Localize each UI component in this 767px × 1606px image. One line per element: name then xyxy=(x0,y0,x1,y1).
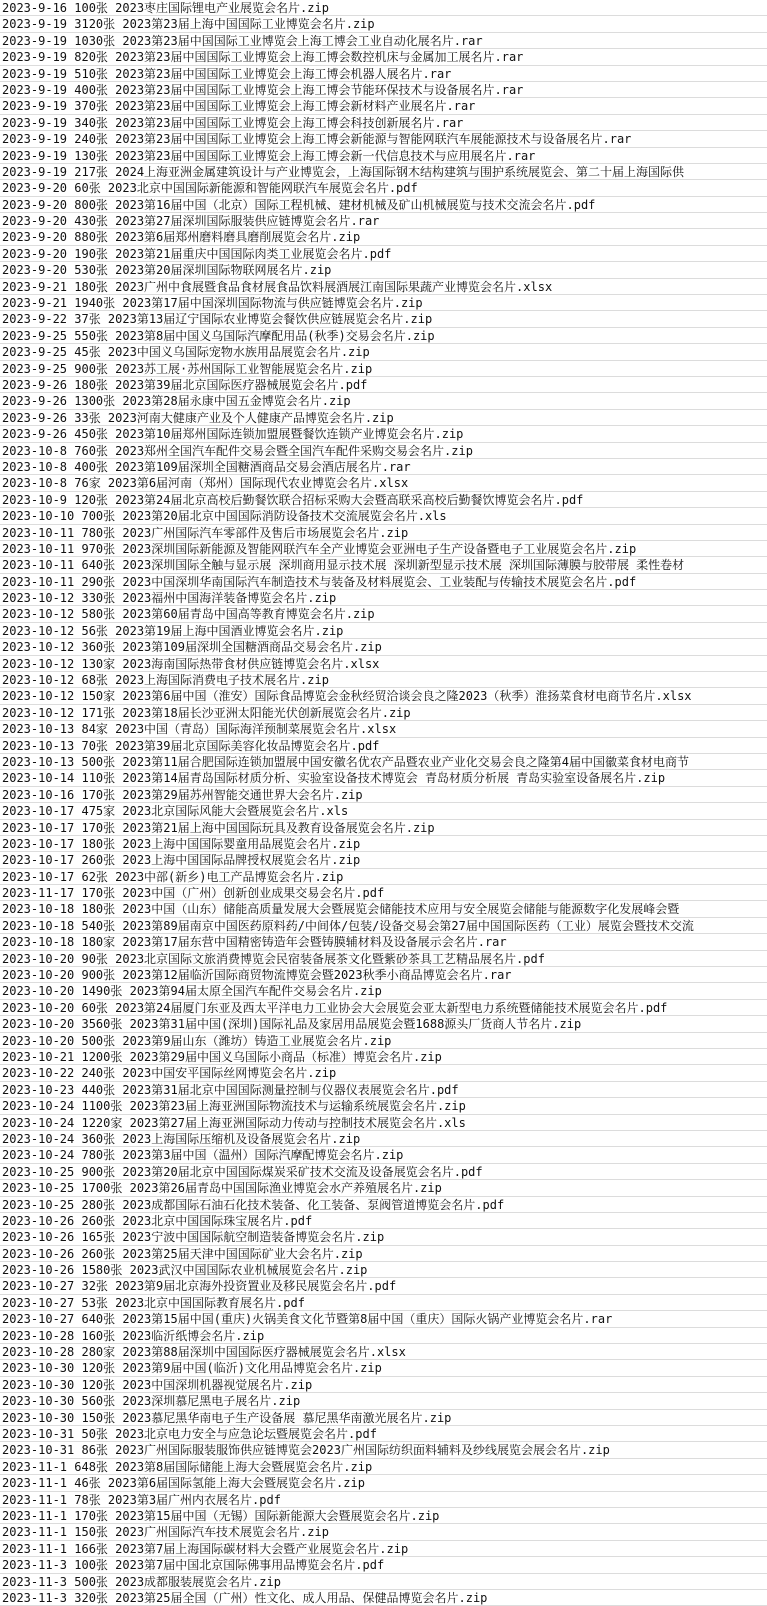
table-row[interactable] xyxy=(0,1524,767,1540)
table-row[interactable] xyxy=(0,1557,767,1573)
table-row[interactable] xyxy=(0,1377,767,1393)
table-row[interactable] xyxy=(0,492,767,508)
table-row[interactable] xyxy=(0,328,767,344)
table-row[interactable] xyxy=(0,1459,767,1475)
cell-text: 2023-9-19 3120张 2023第23届上海中国国际工业博览会名片.zip xyxy=(2,17,375,32)
table-row[interactable] xyxy=(0,1541,767,1557)
cell-text: 2023-10-12 68张 2023上海国际消费电子技术展名片.zip xyxy=(2,673,329,688)
table-row[interactable] xyxy=(0,541,767,557)
cell-text: 2023-10-12 56张 2023第19届上海中国酒业博览会名片.zip xyxy=(2,623,344,638)
table-row[interactable] xyxy=(0,361,767,377)
cell-text: 2023-10-17 62张 2023中部(新乡)电工产品博览会名片.zip xyxy=(2,869,344,884)
cell-text: 2023-10-31 50张 2023北京电力安全与应急论坛暨展览会名片.pdf xyxy=(2,1426,377,1441)
table-row[interactable] xyxy=(0,508,767,524)
table-row[interactable] xyxy=(0,295,767,311)
cell-text: 2023-10-14 110张 2023第14届青岛国际材质分析、实验室设备技术博览会 青岛材质分析展 青岛实验室设备展名片.zip xyxy=(2,771,666,786)
cell-text: 2023-9-25 45张 2023中国义乌国际宠物水族用品展览会名片.zip xyxy=(2,345,370,360)
cell-text: 2023-10-8 76家 2023第6届河南（郑州）国际现代农业博览会名片.xlsx xyxy=(2,476,409,491)
cell-text: 2023-9-19 400张 2023第23届中国国际工业博览会上海工博会节能环保技术与设备展名片.rar xyxy=(2,82,524,97)
table-row[interactable] xyxy=(0,66,767,82)
cell-text: 2023-9-26 1300张 2023第28届永康中国五金博览会名片.zip xyxy=(2,394,351,409)
cell-text: 2023-10-11 970张 2023深圳国际新能源及智能网联汽车全产业博览会亚洲电子生产设备暨电子工业展览会名片.zip xyxy=(2,541,637,556)
cell-text: 2023-10-17 260张 2023上海中国国际品牌授权展览会名片.zip xyxy=(2,853,361,868)
cell-text: 2023-9-20 190张 2023第21届重庆中国国际肉类工业展览会名片.pdf xyxy=(2,246,392,261)
table-row[interactable] xyxy=(0,983,767,999)
cell-text: 2023-10-24 1220家 2023第27届上海亚洲国际动力传动与控制技术展览会名片.xls xyxy=(2,1115,466,1130)
cell-text: 2023-9-19 510张 2023第23届中国国际工业博览会上海工博会机器人展名片.rar xyxy=(2,66,452,81)
table-row[interactable] xyxy=(0,1033,767,1049)
table-row[interactable] xyxy=(0,639,767,655)
table-row[interactable] xyxy=(0,1360,767,1376)
table-row[interactable] xyxy=(0,1426,767,1442)
cell-text: 2023-11-3 100张 2023第7届中国北京国际佛事用品博览会名片.pdf xyxy=(2,1558,385,1573)
cell-text: 2023-10-8 760张 2023郑州全国汽车配件交易会暨全国汽车配件采购交易会名片.zip xyxy=(2,443,473,458)
table-row[interactable] xyxy=(0,820,767,836)
table-row[interactable] xyxy=(0,672,767,688)
cell-text: 2023-9-26 180张 2023第39届北京国际医疗器械展览会名片.pdf xyxy=(2,377,368,392)
cell-text: 2023-10-28 280家 2023第88届深圳中国国际医疗器械展览会名片.xlsx xyxy=(2,1345,406,1360)
cell-text: 2023-10-23 440张 2023第31届北京中国国际测量控制与仪器仪表展览会名片.pdf xyxy=(2,1082,459,1097)
cell-text: 2023-10-30 150张 2023慕尼黑华南电子生产设备展 慕尼黑华南激光展名片.zip xyxy=(2,1410,452,1425)
cell-text: 2023-11-1 150张 2023广州国际汽车技术展览会名片.zip xyxy=(2,1525,329,1540)
cell-text: 2023-11-1 166张 2023第7届上海国际碳材料大会暨产业展览会名片.zip xyxy=(2,1541,409,1556)
cell-text: 2023-9-16 100张 2023枣庄国际锂电产业展览会名片.zip xyxy=(2,1,329,15)
table-row[interactable] xyxy=(0,164,767,180)
table-row[interactable] xyxy=(0,1115,767,1131)
cell-text: 2023-10-11 780张 2023广州国际汽车零部件及售后市场展览会名片.zip xyxy=(2,525,409,540)
table-row[interactable] xyxy=(0,754,767,770)
table-row[interactable] xyxy=(0,148,767,164)
table-row[interactable] xyxy=(0,1328,767,1344)
table-row[interactable] xyxy=(0,1246,767,1262)
table-row[interactable] xyxy=(0,49,767,65)
table-row[interactable] xyxy=(0,1262,767,1278)
cell-text: 2023-10-17 475家 2023北京国际风能大会暨展览会名片.xls xyxy=(2,804,349,819)
cell-text: 2023-10-8 400张 2023第109届深圳全国糖酒商品交易会酒店展名片.rar xyxy=(2,459,411,474)
cell-text: 2023-10-16 170张 2023第29届苏州智能交通世界大会名片.zip xyxy=(2,787,363,802)
cell-text: 2023-10-12 171张 2023第18届长沙亚洲太阳能光伏创新展览会名片.zip xyxy=(2,705,411,720)
table-row[interactable] xyxy=(0,1213,767,1229)
cell-text: 2023-9-19 240张 2023第23届中国国际工业博览会上海工博会新能源与智能网联汽车展能源技术与设备展名片.rar xyxy=(2,132,632,147)
table-row[interactable] xyxy=(0,656,767,672)
cell-text: 2023-10-26 165张 2023宁波中国国际航空制造装备博览会名片.zip xyxy=(2,1230,385,1245)
cell-text: 2023-10-26 260张 2023北京中国国际珠宝展名片.pdf xyxy=(2,1213,313,1228)
cell-text: 2023-11-1 78张 2023第3届广州内衣展名片.pdf xyxy=(2,1492,281,1507)
cell-text: 2023-10-28 160张 2023临沂纸博会名片.zip xyxy=(2,1328,265,1343)
cell-text: 2023-9-19 340张 2023第23届中国国际工业博览会上海工博会科技创新展名片.rar xyxy=(2,115,464,130)
table-row[interactable] xyxy=(0,1344,767,1360)
cell-text: 2023-10-20 60张 2023第24届厦门东亚及西太平洋电力工业协会大会展览会亚太新型电力系统暨储能技术展览会名片.pdf xyxy=(2,1000,668,1015)
table-row[interactable] xyxy=(0,459,767,475)
cell-text: 2023-9-21 180张 2023广州中食展暨食品食材展食品饮料展酒展江南国际果蔬产业博览会名片.xlsx xyxy=(2,279,553,294)
table-row[interactable] xyxy=(0,410,767,426)
table-row[interactable] xyxy=(0,115,767,131)
cell-text: 2023-10-20 500张 2023第9届山东（潍坊）铸造工业展览会名片.zip xyxy=(2,1033,392,1048)
table-row[interactable] xyxy=(0,869,767,885)
table-row[interactable] xyxy=(0,623,767,639)
table-row[interactable] xyxy=(0,1131,767,1147)
table-row[interactable] xyxy=(0,852,767,868)
table-row[interactable] xyxy=(0,705,767,721)
cell-text: 2023-9-21 1940张 2023第17届中国深圳国际物流与供应链博览会名片.zip xyxy=(2,296,423,311)
cell-text: 2023-10-30 560张 2023深圳慕尼黑电子展名片.zip xyxy=(2,1394,301,1409)
cell-text: 2023-9-20 880张 2023第6届郑州磨料磨具磨削展览会名片.zip xyxy=(2,230,361,245)
cell-text: 2023-10-13 84家 2023中国（青岛）国际海洋预制菜展览会名片.xlsx xyxy=(2,722,397,737)
table-row[interactable] xyxy=(0,344,767,360)
table-row[interactable] xyxy=(0,1442,767,1458)
table-row[interactable] xyxy=(0,246,767,262)
table-row[interactable] xyxy=(0,180,767,196)
cell-text: 2023-11-1 170张 2023第15届中国（无锡）国际新能源大会暨展览会名片.zip xyxy=(2,1508,440,1523)
table-row[interactable] xyxy=(0,967,767,983)
cell-text: 2023-10-26 1580张 2023武汉中国国际农业机械展览会名片.zip xyxy=(2,1263,368,1278)
cell-text: 2023-10-27 53张 2023北京中国国际教育展名片.pdf xyxy=(2,1295,305,1310)
table-row[interactable] xyxy=(0,475,767,491)
cell-text: 2023-10-17 180张 2023上海中国国际婴童用品展览会名片.zip xyxy=(2,836,361,851)
table-row[interactable] xyxy=(0,98,767,114)
cell-text: 2023-10-27 32张 2023第9届北京海外投资置业及移民展览会名片.pdf xyxy=(2,1279,397,1294)
cell-text: 2023-9-19 820张 2023第23届中国国际工业博览会上海工博会数控机床与金属加工展名片.rar xyxy=(2,50,524,65)
table-row[interactable] xyxy=(0,885,767,901)
table-row[interactable] xyxy=(0,1016,767,1032)
table-row[interactable] xyxy=(0,16,767,32)
table-row[interactable] xyxy=(0,836,767,852)
table-row[interactable] xyxy=(0,934,767,950)
table-row[interactable] xyxy=(0,377,767,393)
cell-text: 2023-9-19 130张 2023第23届中国国际工业博览会上海工博会新一代信息技术与应用展名片.rar xyxy=(2,148,536,163)
cell-text: 2023-10-26 260张 2023第25届天津中国国际矿业大会名片.zip xyxy=(2,1246,363,1261)
table-row[interactable] xyxy=(0,951,767,967)
table-row[interactable] xyxy=(0,1508,767,1524)
cell-text: 2023-10-12 150家 2023第6届中国（淮安）国际食品博览会金秋经贸洽谈会良之隆2023（秋季）淮扬菜食材电商节名片.xlsx xyxy=(2,689,692,704)
cell-text: 2023-10-31 86张 2023广州国际服装服饰供应链博览会2023广州国际纺织面料辅料及纱线展览会展会名片.zip xyxy=(2,1443,610,1458)
cell-text: 2023-10-18 180家 2023第17届东营中国精密铸造年会暨铸膜辅材料及设备展示会名片.rar xyxy=(2,935,507,950)
cell-text: 2023-9-20 530张 2023第20届深圳国际物联网展名片.zip xyxy=(2,263,332,278)
table-row[interactable] xyxy=(0,1082,767,1098)
table-row[interactable] xyxy=(0,525,767,541)
table-row[interactable] xyxy=(0,574,767,590)
table-row[interactable] xyxy=(0,229,767,245)
cell-text: 2023-11-17 170张 2023中国（广州）创新创业成果交易会名片.pdf xyxy=(2,886,385,901)
table-row[interactable] xyxy=(0,213,767,229)
table-row[interactable] xyxy=(0,590,767,606)
table-row[interactable] xyxy=(0,787,767,803)
table-row[interactable] xyxy=(0,33,767,49)
table-row[interactable] xyxy=(0,918,767,934)
cell-text: 2023-10-12 360张 2023第109届深圳全国糖酒商品交易会名片.zip xyxy=(2,640,382,655)
cell-text: 2023-11-1 648张 2023第8届国际储能上海大会暨展览会名片.zip xyxy=(2,1459,373,1474)
cell-text: 2023-10-20 3560张 2023第31届中国(深圳)国际礼品及家居用品展览会暨1688源头厂货商人节名片.zip xyxy=(2,1017,582,1032)
cell-text: 2023-9-19 1030张 2023第23届中国国际工业博览会上海工博会工业自动化展名片.rar xyxy=(2,33,483,48)
cell-text: 2023-9-20 60张 2023北京中国国际新能源和智能网联汽车展览会名片.pdf xyxy=(2,181,418,196)
table-row[interactable] xyxy=(0,1393,767,1409)
table-row[interactable] xyxy=(0,197,767,213)
table-row[interactable] xyxy=(0,1197,767,1213)
table-row[interactable] xyxy=(0,1475,767,1491)
cell-text: 2023-10-25 1700张 2023第26届青岛中国国际渔业博览会水产养殖展名片.zip xyxy=(2,1181,442,1196)
table-row[interactable] xyxy=(0,1180,767,1196)
cell-text: 2023-10-13 70张 2023第39届北京国际美容化妆品博览会名片.pdf xyxy=(2,738,380,753)
table-row[interactable] xyxy=(0,0,767,16)
table-row[interactable] xyxy=(0,770,767,786)
table-row[interactable] xyxy=(0,1229,767,1245)
table-row[interactable] xyxy=(0,1164,767,1180)
table-row[interactable] xyxy=(0,1590,767,1606)
table-row[interactable] xyxy=(0,1410,767,1426)
cell-text: 2023-11-1 46张 2023第6届国际氢能上海大会暨展览会名片.zip xyxy=(2,1476,365,1491)
cell-text: 2023-10-12 580张 2023第60届青岛中国高等教育博览会名片.zip xyxy=(2,607,375,622)
cell-text: 2023-10-24 360张 2023上海国际压缩机及设备展览会名片.zip xyxy=(2,1131,361,1146)
table-row[interactable] xyxy=(0,311,767,327)
table-row[interactable] xyxy=(0,443,767,459)
table-row[interactable] xyxy=(0,262,767,278)
cell-text: 2023-10-9 120张 2023第24届北京高校后勤餐饮联合招标采购大会暨高联采高校后勤餐饮博览会名片.pdf xyxy=(2,492,584,507)
cell-text: 2023-9-19 217张 2024上海亚洲金属建筑设计与产业博览会，上海国际钢木结构建筑与围护系统展览会、第二十届上海国际供 xyxy=(2,164,685,179)
cell-text: 2023-9-19 370张 2023第23届中国国际工业博览会上海工博会新材料产业展名片.rar xyxy=(2,99,476,114)
table-row[interactable] xyxy=(0,131,767,147)
table-row[interactable] xyxy=(0,1574,767,1590)
table-row[interactable] xyxy=(0,901,767,917)
cell-text: 2023-9-22 37张 2023第13届辽宁国际农业博览会餐饮供应链展览会名片.zip xyxy=(2,312,433,327)
cell-text: 2023-10-27 640张 2023第15届中国(重庆)火锅美食文化节暨第8届中国（重庆）国际火锅产业博览会名片.rar xyxy=(2,1312,613,1327)
cell-text: 2023-11-3 500张 2023成都服装展览会名片.zip xyxy=(2,1574,281,1589)
cell-text: 2023-9-25 550张 2023第8届中国义乌国际汽摩配用品(秋季)交易会名片.zip xyxy=(2,328,435,343)
table-row[interactable] xyxy=(0,1295,767,1311)
table-row[interactable] xyxy=(0,738,767,754)
cell-text: 2023-9-26 33张 2023河南大健康产业及个人健康产品博览会名片.zip xyxy=(2,410,394,425)
cell-text: 2023-10-20 90张 2023北京国际文旅消费博览会民宿装备展茶文化暨紫砂茶具工艺精品展名片.pdf xyxy=(2,951,545,966)
table-row[interactable] xyxy=(0,1065,767,1081)
cell-text: 2023-9-25 900张 2023苏工展·苏州国际工业智能展览会名片.zip xyxy=(2,361,373,376)
cell-text: 2023-9-20 800张 2023第16届中国（北京）国际工程机械、建材机械及矿山机械展览与技术交流会名片.pdf xyxy=(2,197,596,212)
table-row[interactable] xyxy=(0,1147,767,1163)
table-row[interactable] xyxy=(0,803,767,819)
table-row[interactable] xyxy=(0,1049,767,1065)
cell-text: 2023-10-12 330张 2023福州中国海洋装备博览会名片.zip xyxy=(2,591,337,606)
cell-text: 2023-10-18 180张 2023中国（山东）储能高质量发展大会暨展览会储能技术应用与安全展览会储能与能源数字化发展峰会暨 xyxy=(2,902,680,917)
cell-text: 2023-10-12 130家 2023海南国际热带食材供应链博览会名片.xlsx xyxy=(2,656,380,671)
cell-text: 2023-10-24 1100张 2023第23届上海亚洲国际物流技术与运输系统展览会名片.zip xyxy=(2,1099,466,1114)
cell-text: 2023-11-3 320张 2023第25届全国（广州）性文化、成人用品、保健品博览会名片.zip xyxy=(2,1590,488,1605)
cell-text: 2023-10-13 500张 2023第11届合肥国际连锁加盟展中国安徽名优农产品暨农业产业化交易会良之隆第4届中国徽菜食材电商节 xyxy=(2,754,689,769)
cell-text: 2023-9-26 450张 2023第10届郑州国际连锁加盟展暨餐饮连锁产业博览会名片.zip xyxy=(2,427,464,442)
table-row[interactable] xyxy=(0,1098,767,1114)
cell-text: 2023-10-21 1200张 2023第29届中国义乌国际小商品（标准）博览会名片.zip xyxy=(2,1050,442,1064)
table-row[interactable] xyxy=(0,1000,767,1016)
cell-text: 2023-10-10 700张 2023第20届北京中国国际消防设备技术交流展览会名片.xls xyxy=(2,509,447,524)
cell-text: 2023-10-11 640张 2023深圳国际全触与显示展 深圳商用显示技术展 深圳新型显示技术展 深圳国际薄膜与胶带展 柔性卷材 xyxy=(2,558,685,573)
cell-text: 2023-10-24 780张 2023第3届中国（温州）国际汽摩配博览会名片.zip xyxy=(2,1148,404,1163)
cell-text: 2023-10-25 900张 2023第20届北京中国国际煤炭采矿技术交流及设备展览会名片.pdf xyxy=(2,1164,483,1179)
cell-text: 2023-10-30 120张 2023第9届中国(临沂)文化用品博览会名片.zip xyxy=(2,1361,382,1376)
table-row[interactable] xyxy=(0,279,767,295)
cell-text: 2023-10-18 540张 2023第89届南京中国医药原料药/中间体/包装/设备交易会第27届中国国际医药（工业）展览会暨技术交流 xyxy=(2,918,694,933)
cell-text: 2023-10-30 120张 2023中国深圳机器视觉展名片.zip xyxy=(2,1377,313,1392)
table-row[interactable] xyxy=(0,1492,767,1508)
cell-text: 2023-9-20 430张 2023第27届深圳国际服装供应链博览会名片.rar xyxy=(2,214,380,229)
table-row[interactable] xyxy=(0,606,767,622)
table-row[interactable] xyxy=(0,721,767,737)
cell-text: 2023-10-25 280张 2023成都国际石油石化技术装备、化工装备、泵阀管道博览会名片.pdf xyxy=(2,1197,505,1212)
table-row[interactable] xyxy=(0,1278,767,1294)
cell-text: 2023-10-11 290张 2023中国深圳华南国际汽车制造技术与装备及材料展览会、工业装配与传输技术展览会名片.pdf xyxy=(2,574,637,589)
table-row[interactable] xyxy=(0,426,767,442)
table-row[interactable] xyxy=(0,557,767,573)
cell-text: 2023-10-22 240张 2023中国安平国际丝网博览会名片.zip xyxy=(2,1066,337,1081)
table-row[interactable] xyxy=(0,393,767,409)
cell-text: 2023-10-17 170张 2023第21届上海中国国际玩具及教育设备展览会名片.zip xyxy=(2,820,435,835)
table-row[interactable] xyxy=(0,1311,767,1327)
table-row[interactable] xyxy=(0,688,767,704)
cell-text: 2023-10-20 1490张 2023第94届太原全国汽车配件交易会名片.zip xyxy=(2,984,382,999)
table-row[interactable] xyxy=(0,82,767,98)
cell-text: 2023-10-20 900张 2023第12届临沂国际商贸物流博览会暨2023秋季小商品博览会名片.rar xyxy=(2,968,512,983)
